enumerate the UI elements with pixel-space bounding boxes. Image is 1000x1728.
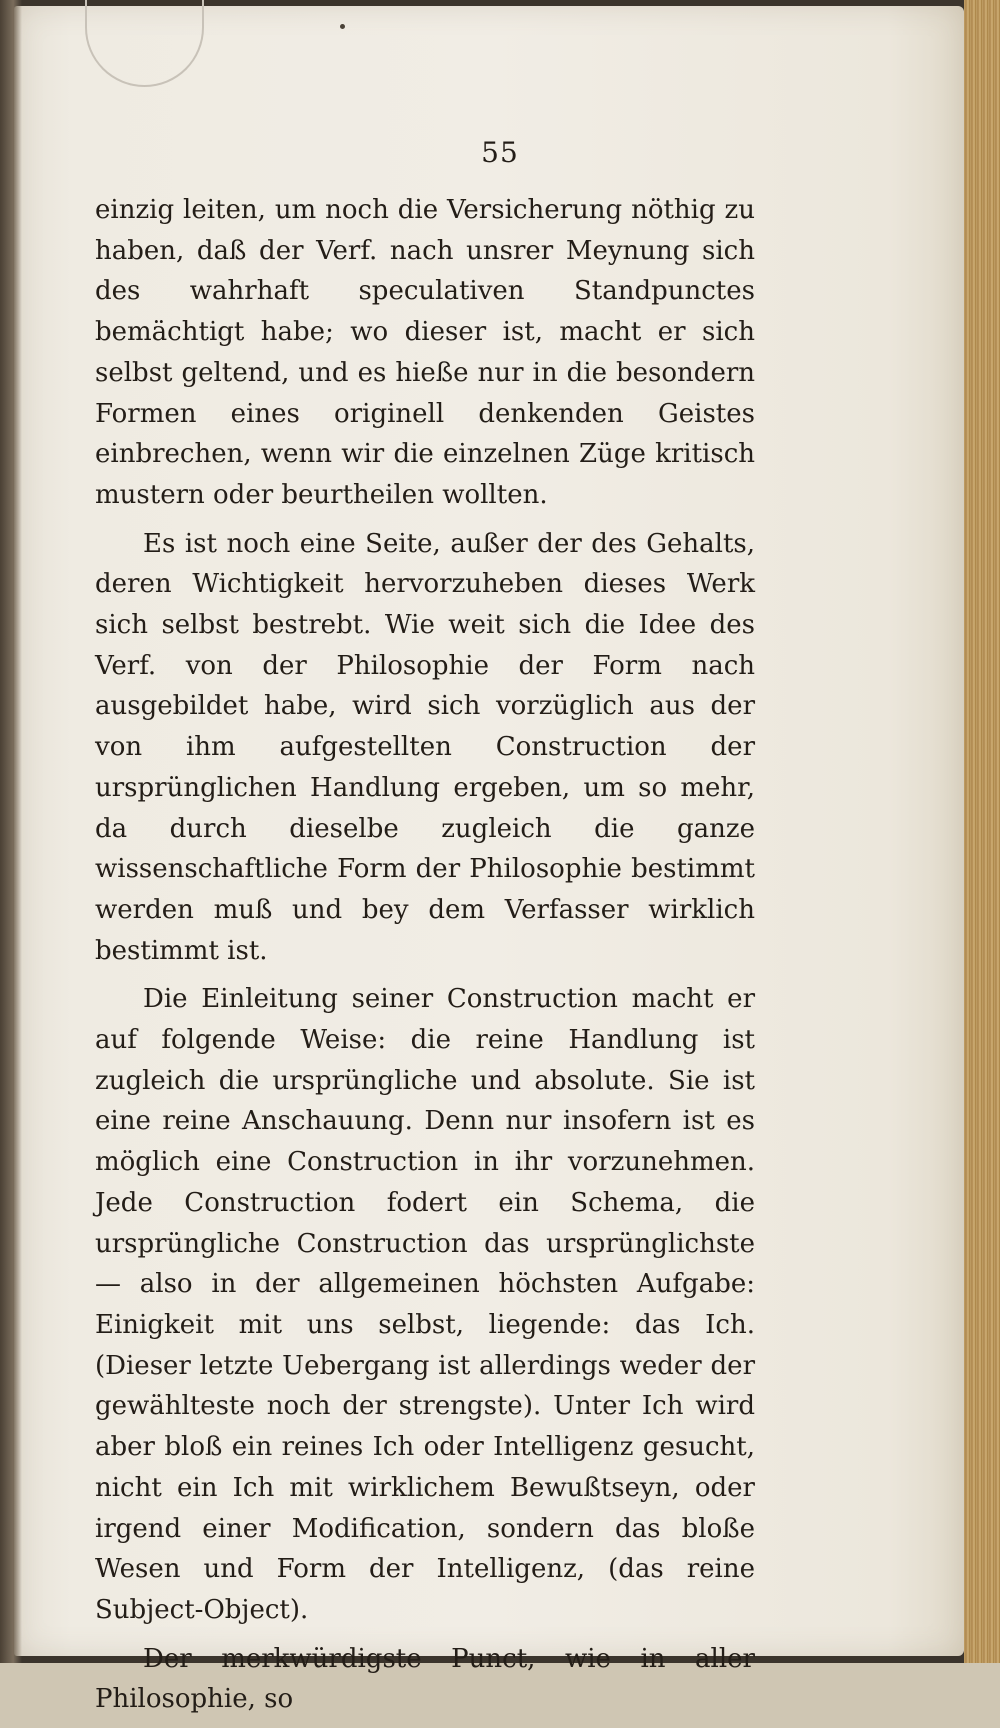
page-number: 55 xyxy=(481,136,519,169)
body-text xyxy=(95,190,755,1728)
paragraph-4: Der merkwürdigste Punct, wie in aller Philosophie, so xyxy=(95,1643,755,1715)
paragraph-3: Die Einleitung seiner Construction macht er auf folgende Weise: die reine Handlung ist zugleich die ursprüngliche und absolute. Sie ist eine reine Anschauung. Denn nur insofern ist es möglich eine Construction in ihr vorzunehmen. Jede Construction fodert ein Schema, die ursprüngliche Construction das ursprünglichste — also in der allgemeinen höchsten Aufgabe: Einigkeit mit uns selbst, liegende: das Ich. (Dieser letzte Uebergang ist allerdings weder der gewählteste noch der strengste). Unter Ich wird aber bloß ein reines Ich oder Intelligenz gesucht, nicht ein Ich mit wirklichem Bewußtseyn, oder irgend einer Modification, sondern das bloße Wesen und Form der Intelligenz, (das reine Subject-Object). xyxy=(95,984,755,1625)
page-edge xyxy=(964,0,1000,1663)
paragraph-2: Es ist noch eine Seite, außer der des Gehalts, deren Wichtigkeit hervorzuheben dieses Werk sich selbst bestrebt. Wie weit sich die Idee des Verf. von der Philosophie der Form nach ausgebildet habe, wird sich vorzüglich aus der von ihm aufgestellten Construction der ursprünglichen Handlung ergeben, um so mehr, da durch dieselbe zugleich die ganze wissenschaftliche Form der Philosophie bestimmt werden muß und bey dem Verfasser wirklich bestimmt ist. xyxy=(95,528,755,966)
paragraph-1: einzig leiten, um noch die Versicherung nöthig zu haben, daß der Verf. nach unsrer Meynung sich des wahrhaft speculativen Standpunctes bemächtigt habe; wo dieser ist, macht er sich selbst geltend, und es hieße nur in die besondern Formen eines originell denkenden Geistes einbrechen, wenn wir die einzelnen Züge kritisch mustern oder beurtheilen wollten. xyxy=(95,195,755,510)
ink-dot xyxy=(340,24,345,29)
binding-shadow xyxy=(0,0,22,1663)
